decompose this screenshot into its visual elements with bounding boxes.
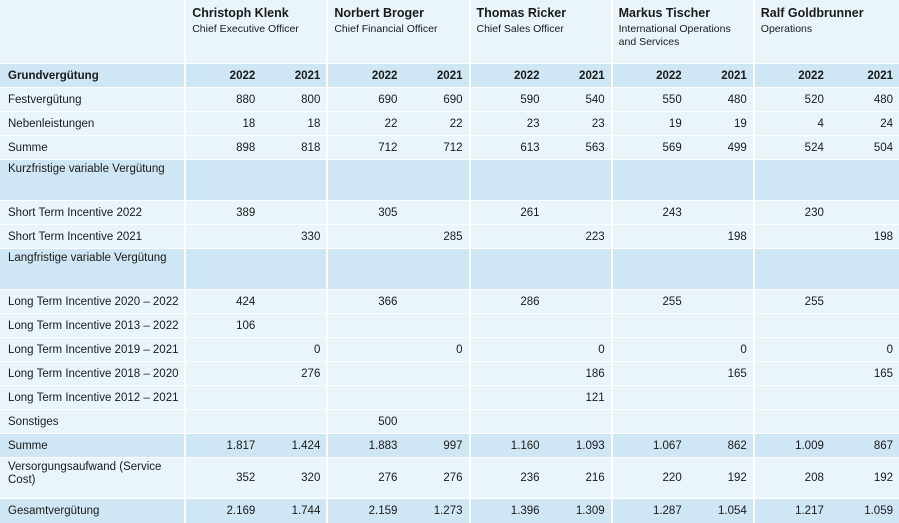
value-cell xyxy=(261,160,327,201)
year-cell: 2022 xyxy=(754,64,830,88)
value-cell xyxy=(261,386,327,410)
value-cell: 121 xyxy=(546,386,612,410)
table-row xyxy=(0,136,899,160)
table-row xyxy=(0,225,899,249)
value-cell xyxy=(185,160,261,201)
value-cell: 220 xyxy=(612,458,688,499)
year-cell: 2021 xyxy=(830,64,899,88)
person-header xyxy=(754,0,899,64)
value-cell xyxy=(261,249,327,290)
value-cell: 285 xyxy=(403,225,469,249)
value-cell: 867 xyxy=(830,434,899,458)
value-cell: 500 xyxy=(327,410,403,434)
value-cell: 1.273 xyxy=(403,499,469,523)
value-cell: 192 xyxy=(688,458,754,499)
value-cell xyxy=(403,201,469,225)
value-cell xyxy=(830,201,899,225)
value-cell: 1.093 xyxy=(546,434,612,458)
value-cell: 712 xyxy=(403,136,469,160)
row-label: Gesamtvergütung xyxy=(0,499,185,523)
value-cell xyxy=(470,410,546,434)
value-cell: 818 xyxy=(261,136,327,160)
value-cell xyxy=(185,362,261,386)
value-cell: 198 xyxy=(688,225,754,249)
year-header-row xyxy=(0,64,899,88)
value-cell: 208 xyxy=(754,458,830,499)
value-cell xyxy=(688,160,754,201)
value-cell: 1.424 xyxy=(261,434,327,458)
value-cell: 165 xyxy=(688,362,754,386)
table-row xyxy=(0,112,899,136)
value-cell: 366 xyxy=(327,290,403,314)
person-role: Chief Executive Officer xyxy=(192,23,320,36)
value-cell: 563 xyxy=(546,136,612,160)
row-label: Sonstiges xyxy=(0,410,185,434)
value-cell: 480 xyxy=(688,88,754,112)
value-cell: 286 xyxy=(470,290,546,314)
value-cell xyxy=(688,314,754,338)
value-cell: 352 xyxy=(185,458,261,499)
value-cell xyxy=(470,314,546,338)
person-name: Thomas Ricker xyxy=(477,6,605,20)
value-cell xyxy=(830,290,899,314)
value-cell xyxy=(261,201,327,225)
row-label: Nebenleistungen xyxy=(0,112,185,136)
value-cell xyxy=(688,290,754,314)
person-name: Norbert Broger xyxy=(334,6,462,20)
value-cell: 520 xyxy=(754,88,830,112)
row-label: Summe xyxy=(0,136,185,160)
value-cell: 236 xyxy=(470,458,546,499)
year-cell: 2022 xyxy=(327,64,403,88)
row-label: Kurzfristige variable Vergütung xyxy=(0,160,185,201)
person-name: Christoph Klenk xyxy=(192,6,320,20)
value-cell: 1.309 xyxy=(546,499,612,523)
value-cell: 22 xyxy=(403,112,469,136)
row-label: Langfristige variable Vergütung xyxy=(0,249,185,290)
table-row xyxy=(0,434,899,458)
value-cell xyxy=(403,290,469,314)
table-row xyxy=(0,314,899,338)
year-cell: 2022 xyxy=(612,64,688,88)
value-cell: 550 xyxy=(612,88,688,112)
value-cell xyxy=(403,362,469,386)
value-cell: 198 xyxy=(830,225,899,249)
year-cell: 2021 xyxy=(261,64,327,88)
value-cell xyxy=(327,160,403,201)
value-cell xyxy=(754,160,830,201)
value-cell: 186 xyxy=(546,362,612,386)
value-cell xyxy=(546,249,612,290)
value-cell xyxy=(754,362,830,386)
value-cell: 255 xyxy=(754,290,830,314)
person-role: Chief Financial Officer xyxy=(334,23,462,36)
row-label: Short Term Incentive 2022 xyxy=(0,201,185,225)
value-cell: 1.009 xyxy=(754,434,830,458)
value-cell xyxy=(546,160,612,201)
header-row xyxy=(0,0,899,64)
value-cell: 24 xyxy=(830,112,899,136)
value-cell xyxy=(688,410,754,434)
value-cell xyxy=(470,338,546,362)
value-cell xyxy=(470,386,546,410)
value-cell: 0 xyxy=(546,338,612,362)
value-cell: 504 xyxy=(830,136,899,160)
value-cell: 1.817 xyxy=(185,434,261,458)
header-empty-cell xyxy=(0,0,185,64)
value-cell xyxy=(546,290,612,314)
year-cell: 2022 xyxy=(470,64,546,88)
value-cell xyxy=(470,362,546,386)
value-cell: 19 xyxy=(688,112,754,136)
value-cell: 997 xyxy=(403,434,469,458)
value-cell xyxy=(185,225,261,249)
value-cell xyxy=(830,249,899,290)
value-cell xyxy=(327,314,403,338)
table-row xyxy=(0,290,899,314)
value-cell: 613 xyxy=(470,136,546,160)
table-row xyxy=(0,160,899,201)
value-cell: 1.160 xyxy=(470,434,546,458)
person-header xyxy=(612,0,754,64)
table-row xyxy=(0,201,899,225)
row-label: Long Term Incentive 2012 – 2021 xyxy=(0,386,185,410)
table-row xyxy=(0,362,899,386)
value-cell: 276 xyxy=(327,458,403,499)
value-cell: 4 xyxy=(754,112,830,136)
value-cell xyxy=(688,249,754,290)
value-cell: 230 xyxy=(754,201,830,225)
row-label: Short Term Incentive 2021 xyxy=(0,225,185,249)
value-cell xyxy=(754,249,830,290)
value-cell: 320 xyxy=(261,458,327,499)
table-row xyxy=(0,338,899,362)
value-cell xyxy=(612,338,688,362)
person-name: Markus Tischer xyxy=(619,6,747,20)
person-header xyxy=(185,0,327,64)
value-cell xyxy=(403,386,469,410)
year-cell: 2021 xyxy=(688,64,754,88)
value-cell xyxy=(403,249,469,290)
value-cell xyxy=(612,386,688,410)
value-cell: 192 xyxy=(830,458,899,499)
value-cell: 1.067 xyxy=(612,434,688,458)
value-cell xyxy=(403,160,469,201)
value-cell: 690 xyxy=(403,88,469,112)
value-cell xyxy=(546,410,612,434)
row-label: Summe xyxy=(0,434,185,458)
value-cell xyxy=(327,386,403,410)
row-label: Grundvergütung xyxy=(0,64,185,88)
table-row xyxy=(0,499,899,523)
value-cell: 0 xyxy=(403,338,469,362)
table-row xyxy=(0,249,899,290)
value-cell xyxy=(830,314,899,338)
value-cell xyxy=(261,410,327,434)
value-cell xyxy=(612,249,688,290)
table-row xyxy=(0,410,899,434)
value-cell: 223 xyxy=(546,225,612,249)
value-cell: 690 xyxy=(327,88,403,112)
value-cell xyxy=(754,314,830,338)
value-cell xyxy=(830,410,899,434)
person-header xyxy=(327,0,469,64)
value-cell: 1.396 xyxy=(470,499,546,523)
value-cell: 524 xyxy=(754,136,830,160)
value-cell xyxy=(185,386,261,410)
value-cell: 22 xyxy=(327,112,403,136)
row-label: Versorgungsaufwand (Service Cost) xyxy=(0,458,185,499)
value-cell: 243 xyxy=(612,201,688,225)
row-label: Long Term Incentive 2019 – 2021 xyxy=(0,338,185,362)
value-cell xyxy=(403,410,469,434)
value-cell xyxy=(546,201,612,225)
row-label: Long Term Incentive 2020 – 2022 xyxy=(0,290,185,314)
year-cell: 2021 xyxy=(546,64,612,88)
value-cell: 499 xyxy=(688,136,754,160)
value-cell xyxy=(470,249,546,290)
value-cell: 18 xyxy=(261,112,327,136)
value-cell: 898 xyxy=(185,136,261,160)
value-cell xyxy=(754,410,830,434)
value-cell xyxy=(688,201,754,225)
value-cell xyxy=(754,338,830,362)
value-cell: 1.883 xyxy=(327,434,403,458)
value-cell: 540 xyxy=(546,88,612,112)
value-cell xyxy=(754,225,830,249)
table-row xyxy=(0,88,899,112)
value-cell: 19 xyxy=(612,112,688,136)
value-cell: 216 xyxy=(546,458,612,499)
value-cell: 0 xyxy=(688,338,754,362)
value-cell xyxy=(327,338,403,362)
value-cell: 800 xyxy=(261,88,327,112)
value-cell xyxy=(612,225,688,249)
value-cell xyxy=(470,225,546,249)
value-cell xyxy=(327,362,403,386)
value-cell: 2.159 xyxy=(327,499,403,523)
value-cell xyxy=(185,249,261,290)
value-cell xyxy=(185,338,261,362)
year-cell: 2021 xyxy=(403,64,469,88)
value-cell xyxy=(612,410,688,434)
value-cell xyxy=(612,314,688,338)
person-role: Chief Sales Officer xyxy=(477,23,605,36)
value-cell xyxy=(754,386,830,410)
value-cell: 305 xyxy=(327,201,403,225)
value-cell: 389 xyxy=(185,201,261,225)
value-cell: 255 xyxy=(612,290,688,314)
value-cell: 424 xyxy=(185,290,261,314)
table-row xyxy=(0,386,899,410)
value-cell: 2.169 xyxy=(185,499,261,523)
value-cell: 590 xyxy=(470,88,546,112)
value-cell xyxy=(830,160,899,201)
value-cell xyxy=(327,225,403,249)
row-label: Festvergütung xyxy=(0,88,185,112)
year-cell: 2022 xyxy=(185,64,261,88)
row-label: Long Term Incentive 2013 – 2022 xyxy=(0,314,185,338)
value-cell: 18 xyxy=(185,112,261,136)
value-cell: 23 xyxy=(546,112,612,136)
person-role: Operations xyxy=(761,23,893,36)
value-cell xyxy=(470,160,546,201)
value-cell: 480 xyxy=(830,88,899,112)
value-cell xyxy=(185,410,261,434)
value-cell: 0 xyxy=(830,338,899,362)
value-cell: 330 xyxy=(261,225,327,249)
value-cell xyxy=(830,386,899,410)
value-cell: 106 xyxy=(185,314,261,338)
value-cell: 880 xyxy=(185,88,261,112)
value-cell: 0 xyxy=(261,338,327,362)
value-cell: 1.287 xyxy=(612,499,688,523)
value-cell xyxy=(612,362,688,386)
value-cell: 276 xyxy=(403,458,469,499)
value-cell xyxy=(261,290,327,314)
value-cell: 712 xyxy=(327,136,403,160)
row-label: Long Term Incentive 2018 – 2020 xyxy=(0,362,185,386)
value-cell: 569 xyxy=(612,136,688,160)
value-cell: 165 xyxy=(830,362,899,386)
table-row xyxy=(0,458,899,499)
value-cell xyxy=(261,314,327,338)
value-cell xyxy=(546,314,612,338)
value-cell xyxy=(327,249,403,290)
value-cell: 1.059 xyxy=(830,499,899,523)
value-cell: 1.744 xyxy=(261,499,327,523)
value-cell xyxy=(403,314,469,338)
value-cell xyxy=(688,386,754,410)
value-cell: 261 xyxy=(470,201,546,225)
person-role: International Operations and Services xyxy=(619,23,747,49)
value-cell: 1.054 xyxy=(688,499,754,523)
person-name: Ralf Goldbrunner xyxy=(761,6,893,20)
value-cell: 276 xyxy=(261,362,327,386)
value-cell: 862 xyxy=(688,434,754,458)
value-cell: 23 xyxy=(470,112,546,136)
person-header xyxy=(470,0,612,64)
value-cell: 1.217 xyxy=(754,499,830,523)
value-cell xyxy=(612,160,688,201)
